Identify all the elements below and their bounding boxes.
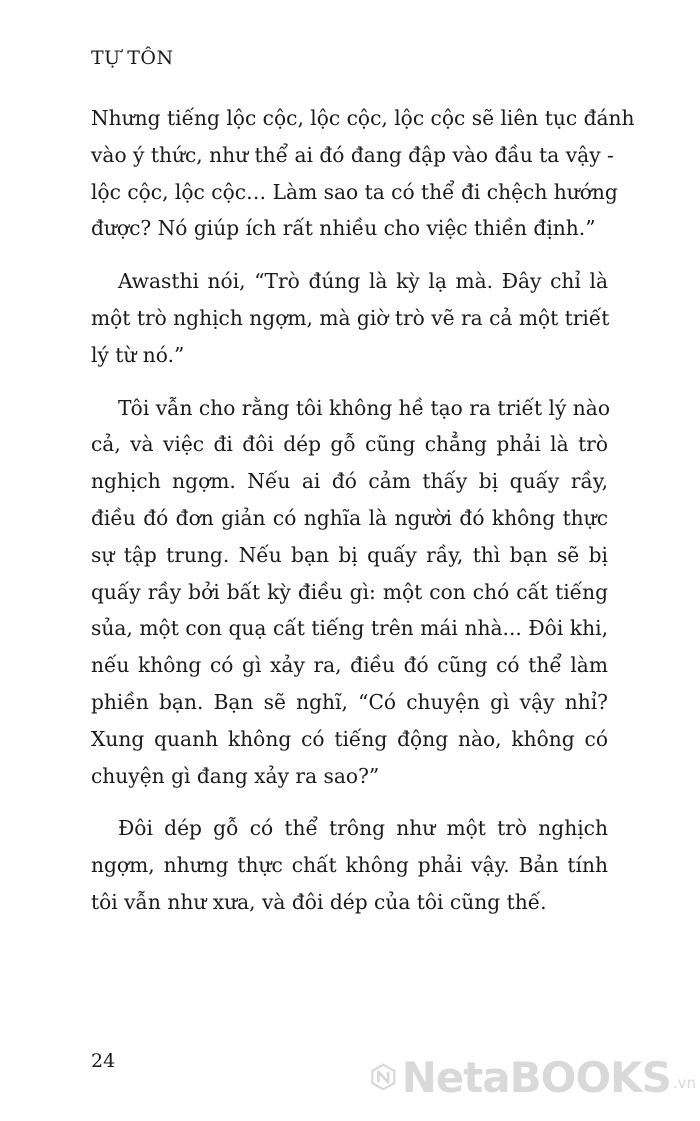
text-line: sủa, một con quạ cất tiếng trên mái nhà... Đôi khi, [91, 616, 608, 641]
text-line: Tôi vẫn cho rằng tôi không hề tạo ra triết lý nào [118, 395, 610, 420]
text-line: lý từ nó.” [91, 342, 185, 367]
paragraph-3 [91, 390, 608, 795]
text-line: điều đó đơn giản có nghĩa là người đó không thực [91, 505, 608, 530]
text-line: quấy rầy bởi bất kỳ điều gì: một con chó cất tiếng [91, 579, 608, 604]
text-line: được? Nó giúp ích rất nhiều cho việc thiền định.” [91, 216, 596, 241]
text-line: lộc cộc, lộc cộc… Làm sao ta có thể đi chệch hướng [91, 179, 618, 204]
text-line: phiền bạn. Bạn sẽ nghĩ, “Có chuyện gì vậy nhỉ? [91, 689, 608, 714]
text-line: sự tập trung. Nếu bạn bị quấy rầy, thì bạn sẽ bị [91, 542, 608, 567]
text-line: vào ý thức, như thể ai đó đang đập vào đầu ta vậy - [91, 142, 614, 167]
watermark-suffix: .vn [672, 1074, 696, 1092]
text-line: cả, và việc đi đôi dép gỗ cũng chẳng phải là trò [91, 432, 608, 457]
watermark-brand: NetaBOOKS [401, 1052, 671, 1102]
text-line: Xung quanh không có tiếng động nào, không có [91, 726, 608, 751]
page-number: 24 [91, 1050, 116, 1072]
body-text [91, 100, 635, 937]
text-line: ngợm, nhưng thực chất không phải vậy. Bản tính [91, 853, 608, 878]
paragraph-1 [91, 100, 635, 247]
text-line: tôi vẫn như xưa, và đôi dép của tôi cũng thế. [91, 889, 547, 914]
text-line: nếu không có gì xảy ra, điều đó cũng có thể làm [91, 653, 608, 678]
running-header: TỰ TÔN [91, 47, 174, 69]
paragraph-2 [91, 263, 608, 373]
text-line: nghịch ngợm. Nếu ai đó cảm thấy bị quấy rầy, [91, 469, 608, 494]
text-line: Nhưng tiếng lộc cộc, lộc cộc, lộc cộc sẽ liên tục đánh [91, 106, 635, 130]
text-line: chuyện gì đang xảy ra sao?” [91, 763, 380, 788]
text-line: một trò nghịch ngợm, mà giờ trò vẽ ra cả một triết [91, 305, 610, 330]
netabooks-watermark [371, 1044, 696, 1110]
paragraph-4 [91, 810, 608, 920]
text-line: Awasthi nói, “Trò đúng là kỳ lạ mà. Đây chỉ là [118, 269, 608, 294]
netabooks-logo-icon [371, 1047, 396, 1107]
text-line: Đôi dép gỗ có thể trông như một trò nghịch [118, 816, 608, 841]
